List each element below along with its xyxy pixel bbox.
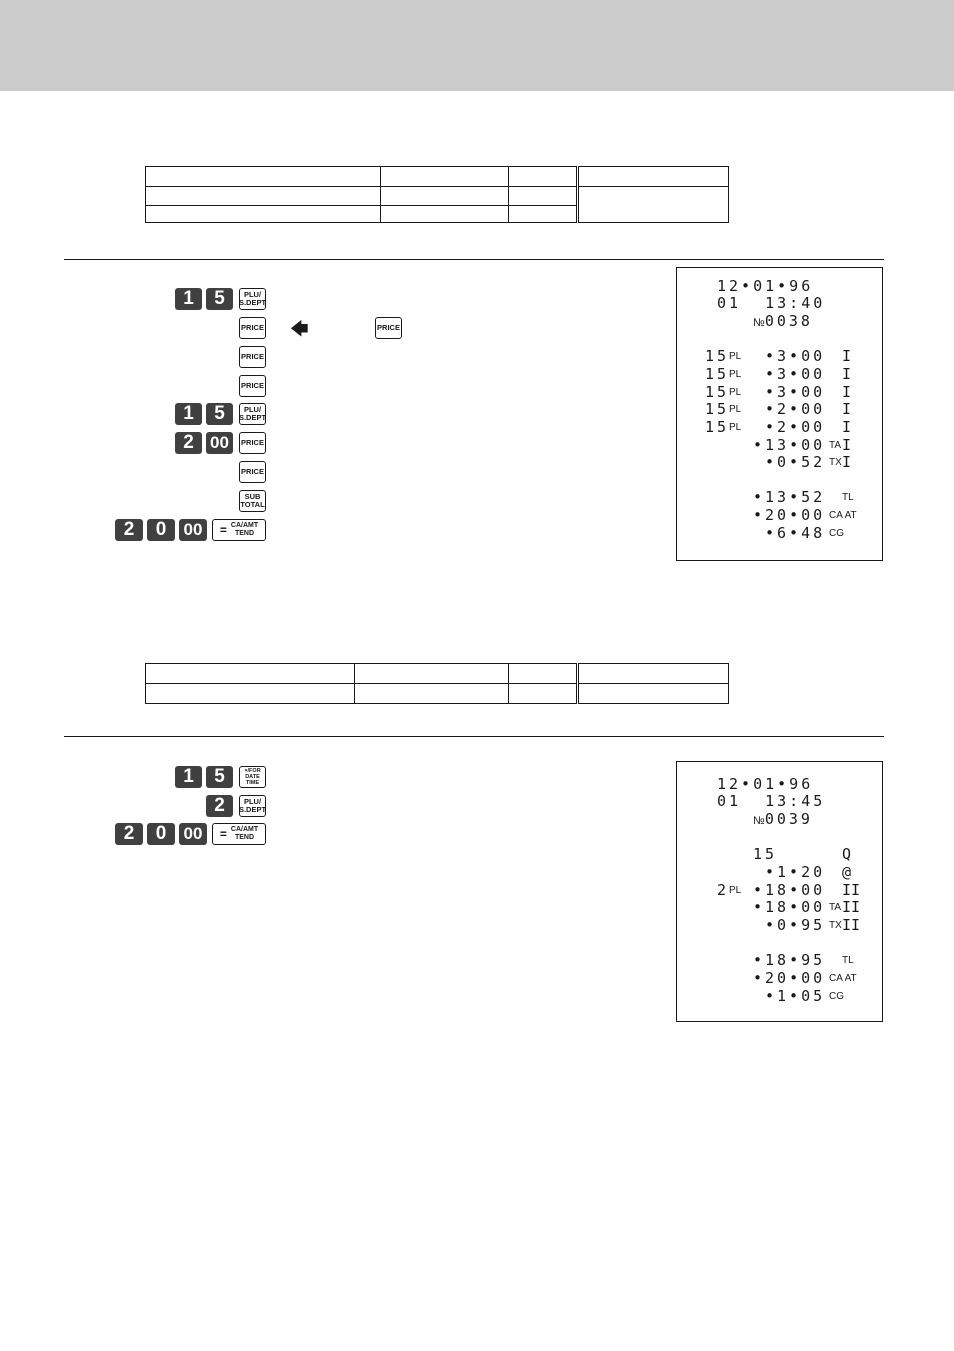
receipt-time: 01 13:40 — [717, 294, 826, 312]
cash-tend-key[interactable]: = CA/AMT TEND — [212, 823, 266, 845]
key-1[interactable]: 1 — [175, 403, 202, 425]
key-1[interactable]: 1 — [175, 288, 202, 310]
price-key[interactable]: PRICE — [239, 461, 266, 483]
price-key[interactable]: PRICE — [239, 317, 266, 339]
key-2[interactable]: 2 — [206, 795, 233, 817]
receipt-time: 01 13:45 — [717, 792, 826, 810]
receipt-consec-number: 0039 — [764, 810, 813, 828]
subtotal-key[interactable]: SUB TOTAL — [239, 490, 266, 512]
header-band — [0, 0, 954, 91]
key-00[interactable]: 00 — [179, 823, 207, 845]
key-2[interactable]: 2 — [175, 432, 202, 454]
key-00[interactable]: 00 — [206, 432, 233, 454]
receipt-1: 12•01•96 01 13:40 №0038 15 PL •3•00 I 15 PL •3•00 I 15 PL •3•00 I 15 PL •2•00 I 15 PL •2•00 I •13•00 TA I •0•52 TX I •13•52 TL •20•00 CA AT •6•48 CG — [676, 267, 883, 561]
arrow-left-icon: 🡄 — [290, 319, 309, 339]
cash-tend-key[interactable]: = CA/AMT TEND — [212, 519, 266, 541]
receipt-date: 12•01•96 — [717, 775, 814, 793]
plu-key[interactable]: PLU/ S.DEPT — [239, 795, 266, 817]
key-2[interactable]: 2 — [115, 823, 143, 845]
key-0[interactable]: 0 — [147, 823, 175, 845]
price-key[interactable]: PRICE — [239, 375, 266, 397]
spec-table-1 — [145, 166, 729, 223]
receipt-total: •13•52 — [753, 488, 826, 506]
price-key[interactable]: PRICE — [239, 432, 266, 454]
key-0[interactable]: 0 — [147, 519, 175, 541]
key-00[interactable]: 00 — [179, 519, 207, 541]
receipt-consec-number: 0038 — [764, 312, 813, 330]
price-key-reference[interactable]: PRICE — [375, 317, 402, 339]
receipt-date: 12•01•96 — [717, 277, 814, 295]
section-rule-1 — [64, 259, 884, 260]
plu-key[interactable]: PLU/ S.DEPT — [239, 288, 266, 310]
key-5[interactable]: 5 — [206, 288, 233, 310]
key-5[interactable]: 5 — [206, 403, 233, 425]
price-key[interactable]: PRICE — [239, 346, 266, 368]
plu-key[interactable]: PLU/ S.DEPT — [239, 403, 266, 425]
receipt-total: •18•95 — [753, 951, 826, 969]
key-5[interactable]: 5 — [206, 766, 233, 788]
multiply-date-time-key[interactable]: ×/FOR DATE TIME — [239, 766, 266, 788]
key-1[interactable]: 1 — [175, 766, 202, 788]
section-rule-2 — [64, 736, 884, 737]
receipt-2: 12•01•96 01 13:45 №0039 15 Q •1•20 @ 2 PL •18•00 II •18•00 TA II •0•95 TX II •18•95 TL •20•00 CA AT •1•05 CG — [676, 761, 883, 1022]
key-2[interactable]: 2 — [115, 519, 143, 541]
spec-table-2 — [145, 663, 729, 704]
